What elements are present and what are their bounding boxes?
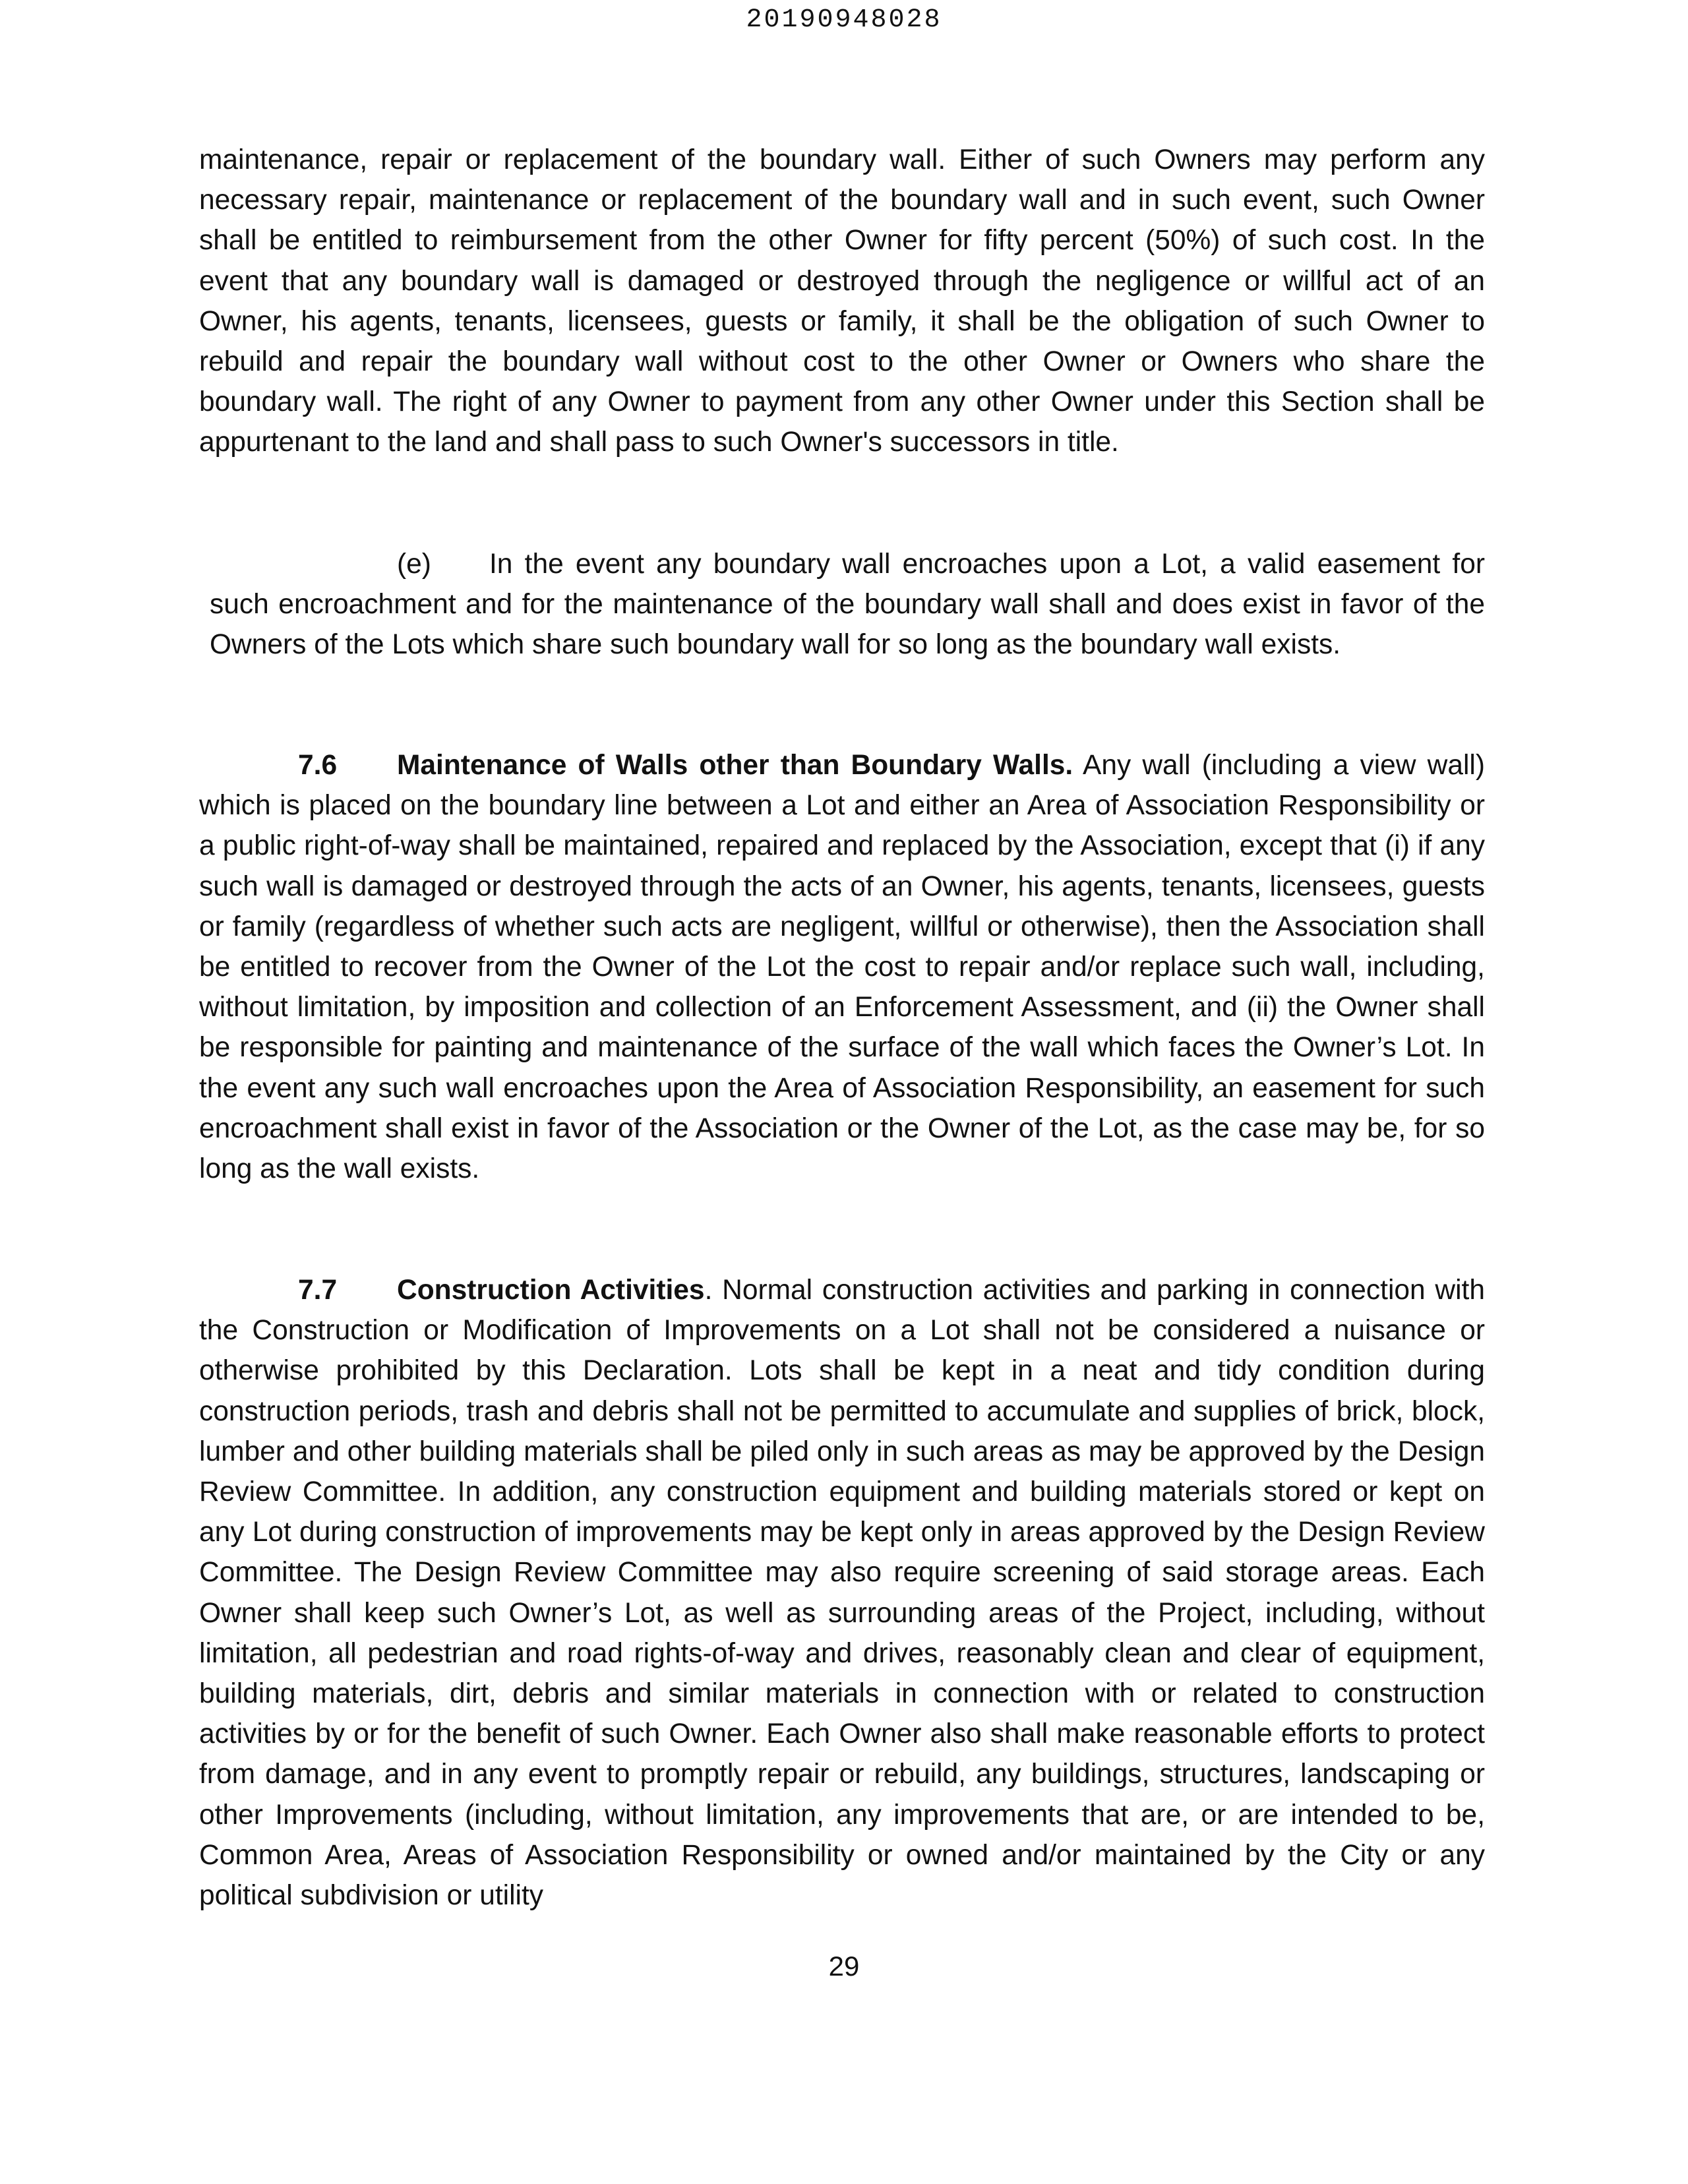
- section-7-7-text: . Normal construction activities and parking in connection with the Construction or Modification of Improvements on a Lot shall not be considered a nuisance or otherwise prohibited by this Declaration. Lots shall be kept in a neat and tidy condition during construction periods, trash and debris shall not be permitted to accumulate and supplies of brick, block, lumber and other building materials shall be piled only in such areas as may be approved by the Design Review Committee. In addition, any construction equipment and building materials stored or kept on any Lot during construction of improvements may be kept only in areas approved by the Design Review Committee. The Design Review Committee may also require screening of said storage areas. Each Owner shall keep such Owner’s Lot, as well as surrounding areas of the Project, including, without limitation, all pedestrian and road rights-of-way and drives, reasonably clean and clear of equipment, building materials, dirt, debris and similar materials in connection with or related to construction activities by or for the benefit of such Owner. Each Owner also shall make reasonable efforts to protect from damage, and in any event to promptly repair or rebuild, any buildings, structures, landscaping or other Improvements (including, without limitation, any improvements that are, or are intended to be, Common Area, Areas of Association Responsibility or owned and/or maintained by the City or any political subdivision or utility: [199, 1275, 1486, 1912]
- subsection-e-label: (e): [397, 549, 431, 580]
- section-7-7-number: 7.7: [298, 1275, 338, 1306]
- document-number: 20190948028: [746, 5, 942, 35]
- subsection-e-text: In the event any boundary wall encroaches upon a Lot, a valid easement for such encroachment and for the maintenance of the boundary wall shall and does exist in favor of the Owners of the Lots which share such boundary wall for so long as the boundary wall exists.: [210, 549, 1485, 661]
- section-7-6-paragraph: [199, 745, 1485, 1189]
- section-7-7-paragraph: [199, 1270, 1485, 1916]
- section-7-7-title: Construction Activities: [397, 1275, 705, 1306]
- section-7-6-title: Maintenance of Walls other than Boundary Walls.: [397, 750, 1073, 781]
- continuation-paragraph: maintenance, repair or replacement of the boundary wall. Either of such Owners may perform any necessary repair, maintenance or replacement of the boundary wall and in such event, such Owner shall be entitled to reimbursement from the other Owner for fifty percent (50%) of such cost. In the event that any boundary wall is damaged or destroyed through the negligence or willful act of an Owner, his agents, tenants, licensees, guests or family, it shall be the obligation of such Owner to rebuild and repair the boundary wall without cost to the other Owner or Owners who share the boundary wall. The right of any Owner to payment from any other Owner under this Section shall be appurtenant to the land and shall pass to such Owner's successors in title.: [199, 144, 1485, 458]
- subsection-e-paragraph: [210, 544, 1485, 665]
- section-7-6-text: Any wall (including a view wall) which is placed on the boundary line between a Lot and either an Area of Association Responsibility or a public right-of-way shall be maintained, repaired and replaced by the Association, except that (i) if any such wall is damaged or destroyed through the acts of an Owner, his agents, tenants, licensees, guests or family (regardless of whether such acts are negligent, willful or otherwise), then the Association shall be entitled to recover from the Owner of the Lot the cost to repair and/or replace such wall, including, without limitation, by imposition and collection of an Enforcement Assessment, and (ii) the Owner shall be responsible for painting and maintenance of the surface of the wall which faces the Owner’s Lot. In the event any such wall encroaches upon the Area of Association Responsibility, an easement for such encroachment shall exist in favor of the Association or the Owner of the Lot, as the case may be, for so long as the wall exists.: [199, 750, 1485, 1185]
- section-7-6-number: 7.6: [298, 750, 338, 781]
- page-number: 29: [828, 1951, 860, 1982]
